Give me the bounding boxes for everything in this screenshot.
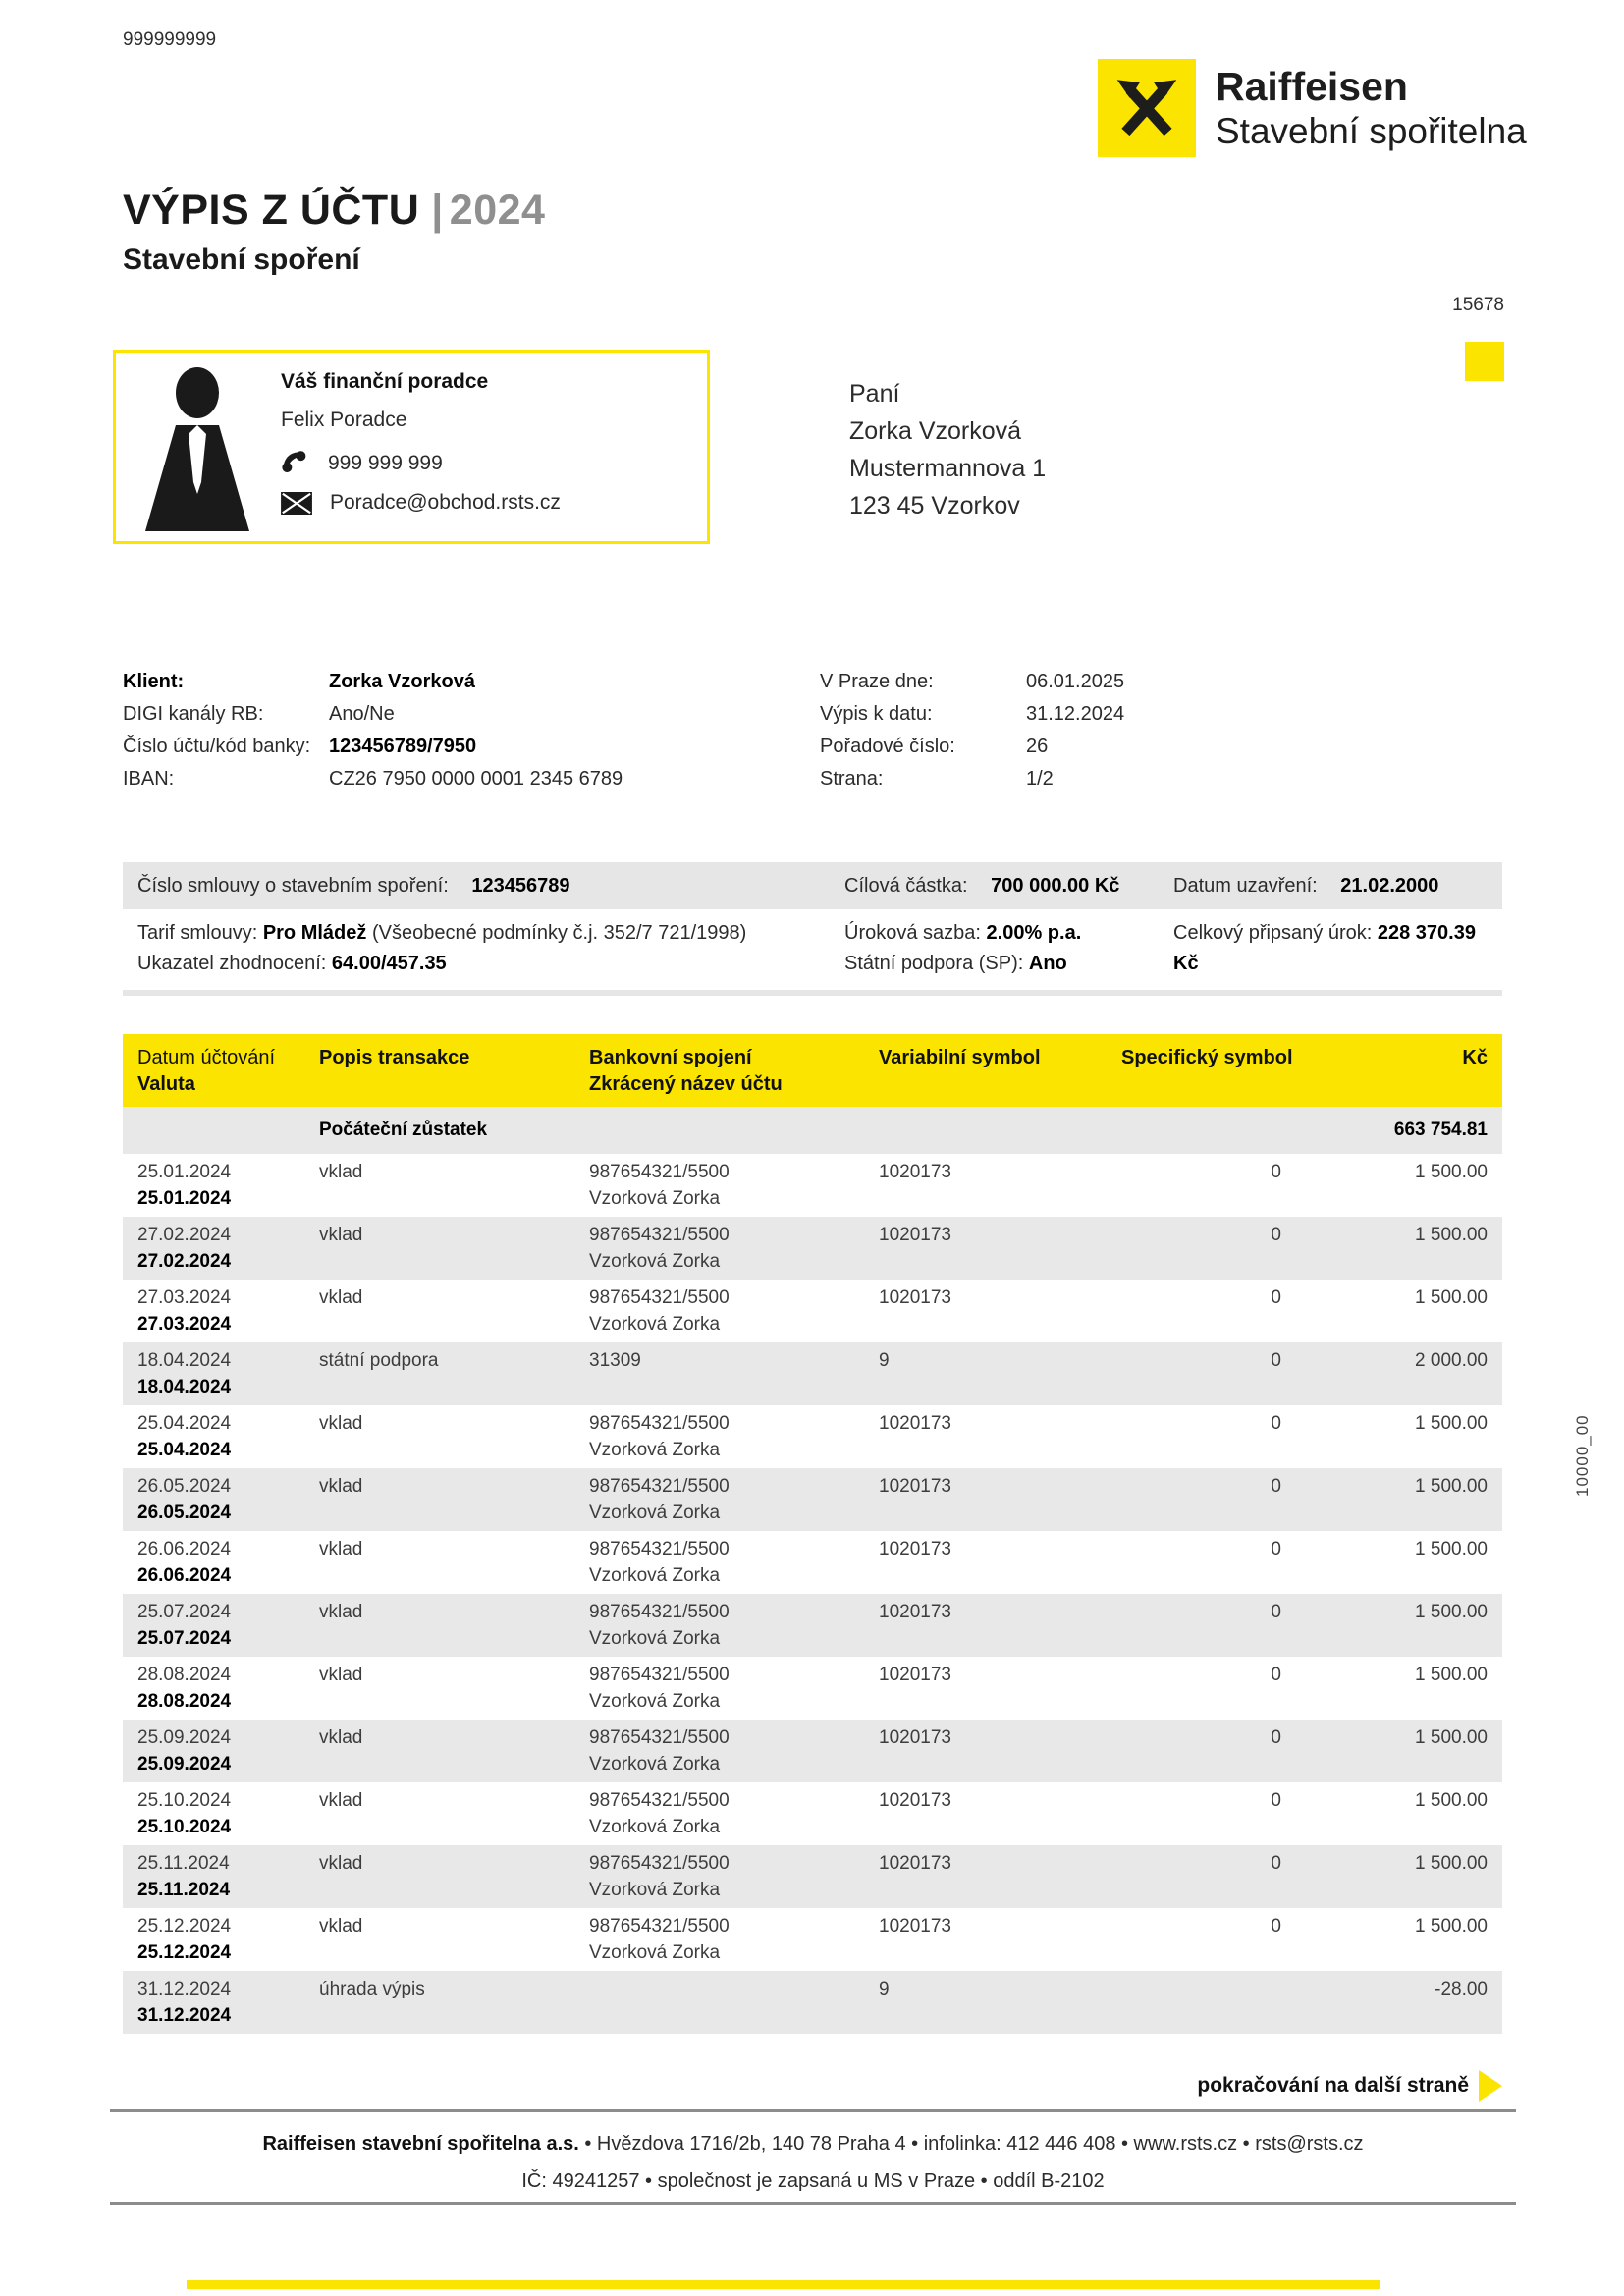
transaction-specific-symbol: 0 (1271, 1225, 1281, 1245)
transaction-variable-symbol: 9 (879, 1350, 890, 1371)
transaction-row (123, 1720, 1502, 1782)
footer-rule-top (110, 2109, 1516, 2112)
transaction-bank: 987654321/5500 Vzorková Zorka (589, 1225, 730, 1272)
opening-balance-row (123, 1107, 1502, 1154)
transaction-bank: 987654321/5500 Vzorková Zorka (589, 1665, 730, 1712)
transaction-dates: 27.03.2024 27.03.2024 (137, 1287, 232, 1335)
interest-cell (1159, 918, 1502, 979)
transaction-bank: 987654321/5500 Vzorková Zorka (589, 1162, 730, 1209)
issue-date-label: V Praze dne: (820, 671, 934, 692)
transaction-amount: 1 500.00 (1415, 1790, 1488, 1811)
support-label: Státní podpora (SP): (844, 953, 1024, 974)
side-form-code: 10000_00 (1573, 1414, 1592, 1497)
rate-cell (830, 918, 1159, 979)
page-title (123, 187, 545, 235)
account-number-label: Číslo účtu/kód banky: (123, 736, 311, 757)
transaction-dates: 25.07.2024 25.07.2024 (137, 1602, 232, 1649)
transaction-description: vklad (319, 1727, 363, 1748)
raiffeisen-cross-icon (1098, 59, 1196, 157)
closing-date-value: 21.02.2000 (1340, 874, 1439, 897)
header-date: Datum účtování Valuta (137, 1047, 276, 1095)
transaction-amount: 1 500.00 (1415, 1916, 1488, 1937)
transaction-dates: 25.12.2024 25.12.2024 (137, 1916, 232, 1963)
header-variable-symbol: Variabilní symbol (879, 1047, 1041, 1068)
indicator-value: 64.00/457.35 (331, 953, 447, 974)
mail-icon (281, 492, 312, 515)
yellow-marker-square (1465, 342, 1504, 381)
closing-date-label: Datum uzavření: (1173, 874, 1318, 897)
transaction-variable-symbol: 1020173 (879, 1287, 951, 1308)
transaction-bank: 987654321/5500 Vzorková Zorka (589, 1476, 730, 1523)
transaction-specific-symbol: 0 (1271, 1916, 1281, 1937)
transaction-dates: 25.11.2024 25.11.2024 (137, 1853, 231, 1900)
transaction-specific-symbol: 0 (1271, 1727, 1281, 1748)
client-info (123, 666, 731, 795)
transaction-row (123, 1782, 1502, 1845)
transaction-variable-symbol: 1020173 (879, 1539, 951, 1559)
client-value: Zorka Vzorková (329, 671, 475, 692)
transaction-variable-symbol: 1020173 (879, 1665, 951, 1685)
transaction-dates: 28.08.2024 28.08.2024 (137, 1665, 232, 1712)
recipient-name: Zorka Vzorková (849, 417, 1022, 445)
transaction-specific-symbol: 0 (1271, 1790, 1281, 1811)
transaction-bank: 987654321/5500 Vzorková Zorka (589, 1916, 730, 1963)
opening-balance-label: Počáteční zůstatek (319, 1120, 488, 1140)
target-amount (830, 875, 1159, 898)
recipient-city: 123 45 Vzorkov (849, 492, 1020, 519)
transaction-row (123, 1908, 1502, 1971)
transaction-specific-symbol: 0 (1271, 1602, 1281, 1622)
transaction-dates: 26.05.2024 26.05.2024 (137, 1476, 232, 1523)
transaction-description: úhrada výpis (319, 1979, 425, 1999)
transaction-description: vklad (319, 1665, 363, 1685)
footer-line2: IČ: 49241257 • společnost je zapsaná u MS v Praze • oddíl B-2102 (521, 2170, 1105, 2192)
statement-date-label: Výpis k datu: (820, 703, 933, 725)
transaction-bank: 987654321/5500 Vzorková Zorka (589, 1287, 730, 1335)
transaction-bank: 987654321/5500 Vzorková Zorka (589, 1790, 730, 1837)
indicator-label: Ukazatel zhodnocení: (137, 953, 327, 974)
transaction-row (123, 1154, 1502, 1217)
transaction-amount: 1 500.00 (1415, 1665, 1488, 1685)
transaction-variable-symbol: 1020173 (879, 1162, 951, 1182)
interest-value: 228 370.39 Kč (1173, 922, 1476, 974)
transaction-variable-symbol: 1020173 (879, 1413, 951, 1434)
transaction-amount: 1 500.00 (1415, 1539, 1488, 1559)
transaction-dates: 27.02.2024 27.02.2024 (137, 1225, 232, 1272)
sequence-number-label: Pořadové číslo: (820, 736, 955, 757)
transactions-body (123, 1154, 1502, 2034)
transaction-amount: 2 000.00 (1415, 1350, 1488, 1371)
bottom-yellow-bar (187, 2280, 1380, 2289)
contract-box-bottom-strip (123, 990, 1502, 996)
recipient-address (849, 375, 1046, 524)
transaction-dates: 31.12.2024 31.12.2024 (137, 1979, 232, 2026)
transaction-row (123, 1845, 1502, 1908)
contract-summary-box (123, 862, 1502, 996)
transaction-specific-symbol: 0 (1271, 1853, 1281, 1874)
transaction-amount: 1 500.00 (1415, 1476, 1488, 1497)
advisor-phone: 999 999 999 (328, 452, 443, 474)
support-value: Ano (1028, 953, 1067, 974)
transaction-row (123, 1531, 1502, 1594)
logo-wordmark (1216, 63, 1527, 153)
digi-label: DIGI kanály RB: (123, 703, 264, 725)
advisor-info (281, 370, 561, 541)
transaction-bank: 987654321/5500 Vzorková Zorka (589, 1602, 730, 1649)
contract-number (123, 875, 830, 898)
digi-value: Ano/Ne (329, 703, 395, 725)
recipient-street: Mustermannova 1 (849, 455, 1047, 482)
transaction-description: vklad (319, 1916, 363, 1937)
transaction-specific-symbol: 0 (1271, 1413, 1281, 1434)
logo-brand-text: Raiffeisen (1216, 64, 1408, 109)
raiffeisen-logo (1098, 59, 1527, 157)
transaction-dates: 25.10.2024 25.10.2024 (137, 1790, 232, 1837)
transaction-specific-symbol: 0 (1271, 1665, 1281, 1685)
sequence-number-value: 26 (1026, 736, 1049, 757)
contract-summary-row1 (123, 862, 1502, 909)
transaction-bank: 987654321/5500 Vzorková Zorka (589, 1853, 730, 1900)
advisor-box (113, 350, 710, 544)
title-year: 2024 (449, 187, 546, 234)
header-amount: Kč (1462, 1047, 1488, 1068)
footer (110, 2125, 1516, 2200)
transaction-dates: 26.06.2024 26.06.2024 (137, 1539, 232, 1586)
statement-date-value: 31.12.2024 (1026, 703, 1125, 725)
reference-number: 999999999 (123, 29, 217, 50)
header-description: Popis transakce (319, 1047, 470, 1068)
transaction-amount: 1 500.00 (1415, 1853, 1488, 1874)
transactions-table-header (123, 1034, 1502, 1107)
transaction-dates: 18.04.2024 18.04.2024 (137, 1350, 232, 1397)
transaction-row (123, 1405, 1502, 1468)
transaction-specific-symbol: 0 (1271, 1476, 1281, 1497)
advisor-heading: Váš finanční poradce (281, 370, 489, 393)
transaction-specific-symbol (1110, 1976, 1296, 2034)
transaction-specific-symbol: 0 (1271, 1162, 1281, 1182)
recipient-salutation: Paní (849, 380, 900, 408)
transaction-row (123, 1594, 1502, 1657)
header-specific-symbol: Specifický symbol (1121, 1047, 1293, 1068)
transaction-row (123, 1217, 1502, 1280)
transaction-description: vklad (319, 1413, 363, 1434)
transaction-bank (574, 1976, 859, 2034)
transaction-description: státní podpora (319, 1350, 439, 1371)
transaction-dates: 25.01.2024 25.01.2024 (137, 1162, 232, 1209)
transaction-specific-symbol: 0 (1271, 1350, 1281, 1371)
account-number-value: 123456789/7950 (329, 736, 477, 757)
transaction-amount: 1 500.00 (1415, 1727, 1488, 1748)
person-icon (139, 366, 255, 541)
contract-number-value: 123456789 (471, 874, 570, 897)
transaction-bank: 31309 (589, 1350, 641, 1371)
transaction-bank: 987654321/5500 Vzorková Zorka (589, 1727, 730, 1775)
transaction-dates: 25.09.2024 25.09.2024 (137, 1727, 232, 1775)
form-code: 15678 (1452, 295, 1504, 315)
transaction-amount: 1 500.00 (1415, 1287, 1488, 1308)
transaction-row (123, 1468, 1502, 1531)
transaction-description: vklad (319, 1853, 363, 1874)
transaction-variable-symbol: 9 (879, 1979, 890, 1999)
target-amount-value: 700 000.00 Kč (991, 874, 1120, 897)
footer-contact: • Hvězdova 1716/2b, 140 78 Praha 4 • infolinka: 412 446 408 • www.rsts.cz • rsts@rsts.cz (584, 2133, 1364, 2155)
issue-date-value: 06.01.2025 (1026, 671, 1125, 692)
logo-subtitle-text: Stavební spořitelna (1216, 111, 1527, 151)
transaction-row (123, 1657, 1502, 1720)
tariff-value: Pro Mládež (262, 922, 367, 944)
transaction-bank: 987654321/5500 Vzorková Zorka (589, 1539, 730, 1586)
transaction-description: vklad (319, 1790, 363, 1811)
transaction-variable-symbol: 1020173 (879, 1790, 951, 1811)
transaction-description: vklad (319, 1539, 363, 1559)
transaction-description: vklad (319, 1225, 363, 1245)
transaction-description: vklad (319, 1476, 363, 1497)
interest-label: Celkový připsaný úrok: (1173, 922, 1373, 944)
transaction-bank: 987654321/5500 Vzorková Zorka (589, 1413, 730, 1460)
transaction-description: vklad (319, 1602, 363, 1622)
iban-value: CZ26 7950 0000 0001 2345 6789 (329, 768, 623, 790)
footer-line1 (110, 2125, 1516, 2162)
target-amount-label: Cílová částka: (844, 874, 968, 897)
transaction-variable-symbol: 1020173 (879, 1727, 951, 1748)
continuation-note (1197, 2070, 1502, 2102)
transaction-variable-symbol: 1020173 (879, 1602, 951, 1622)
transaction-specific-symbol: 0 (1271, 1539, 1281, 1559)
footer-rule-bottom (110, 2202, 1516, 2205)
transaction-variable-symbol: 1020173 (879, 1916, 951, 1937)
advisor-email: Poradce@obchod.rsts.cz (330, 491, 561, 514)
continuation-label: pokračování na další straně (1197, 2074, 1469, 2097)
transaction-amount: 1 500.00 (1415, 1602, 1488, 1622)
transaction-row (123, 1280, 1502, 1342)
tariff-label: Tarif smlouvy: (137, 922, 258, 944)
transaction-description: vklad (319, 1162, 363, 1182)
contract-summary-row2 (123, 909, 1502, 990)
rate-value: 2.00% p.a. (986, 922, 1082, 944)
transaction-amount: 1 500.00 (1415, 1162, 1488, 1182)
transaction-amount: 1 500.00 (1415, 1413, 1488, 1434)
page-number-label: Strana: (820, 768, 884, 790)
contract-number-label: Číslo smlouvy o stavebním spoření: (137, 874, 449, 897)
client-label: Klient: (123, 671, 185, 692)
header-bank: Bankovní spojení Zkrácený název účtu (589, 1047, 783, 1095)
transaction-variable-symbol: 1020173 (879, 1225, 951, 1245)
transaction-row (123, 1342, 1502, 1405)
tariff-cell (123, 918, 830, 979)
closing-date (1159, 875, 1502, 898)
advisor-email-row (281, 491, 561, 515)
statement-info (820, 666, 1330, 795)
advisor-phone-row (281, 449, 561, 478)
next-page-arrow-icon (1479, 2070, 1502, 2102)
transaction-dates: 25.04.2024 25.04.2024 (137, 1413, 232, 1460)
footer-company: Raiffeisen stavební spořitelna a.s. (262, 2133, 579, 2155)
title-separator: | (431, 187, 444, 234)
tariff-note: (Všeobecné podmínky č.j. 352/7 721/1998) (371, 922, 747, 944)
transactions-table (123, 1034, 1502, 2034)
transaction-row (123, 1971, 1502, 2034)
phone-icon (281, 449, 310, 478)
transaction-amount: -28.00 (1435, 1979, 1488, 1999)
transaction-amount: 1 500.00 (1415, 1225, 1488, 1245)
opening-balance-amount: 663 754.81 (1393, 1120, 1488, 1140)
title-main: VÝPIS Z ÚČTU (123, 187, 420, 234)
page-number-value: 1/2 (1026, 768, 1054, 790)
advisor-name: Felix Poradce (281, 409, 407, 431)
transaction-description: vklad (319, 1287, 363, 1308)
iban-label: IBAN: (123, 768, 175, 790)
rate-label: Úroková sazba: (844, 922, 981, 944)
transaction-variable-symbol: 1020173 (879, 1853, 951, 1874)
transaction-variable-symbol: 1020173 (879, 1476, 951, 1497)
transaction-specific-symbol: 0 (1271, 1287, 1281, 1308)
page-subtitle: Stavební spoření (123, 244, 360, 276)
